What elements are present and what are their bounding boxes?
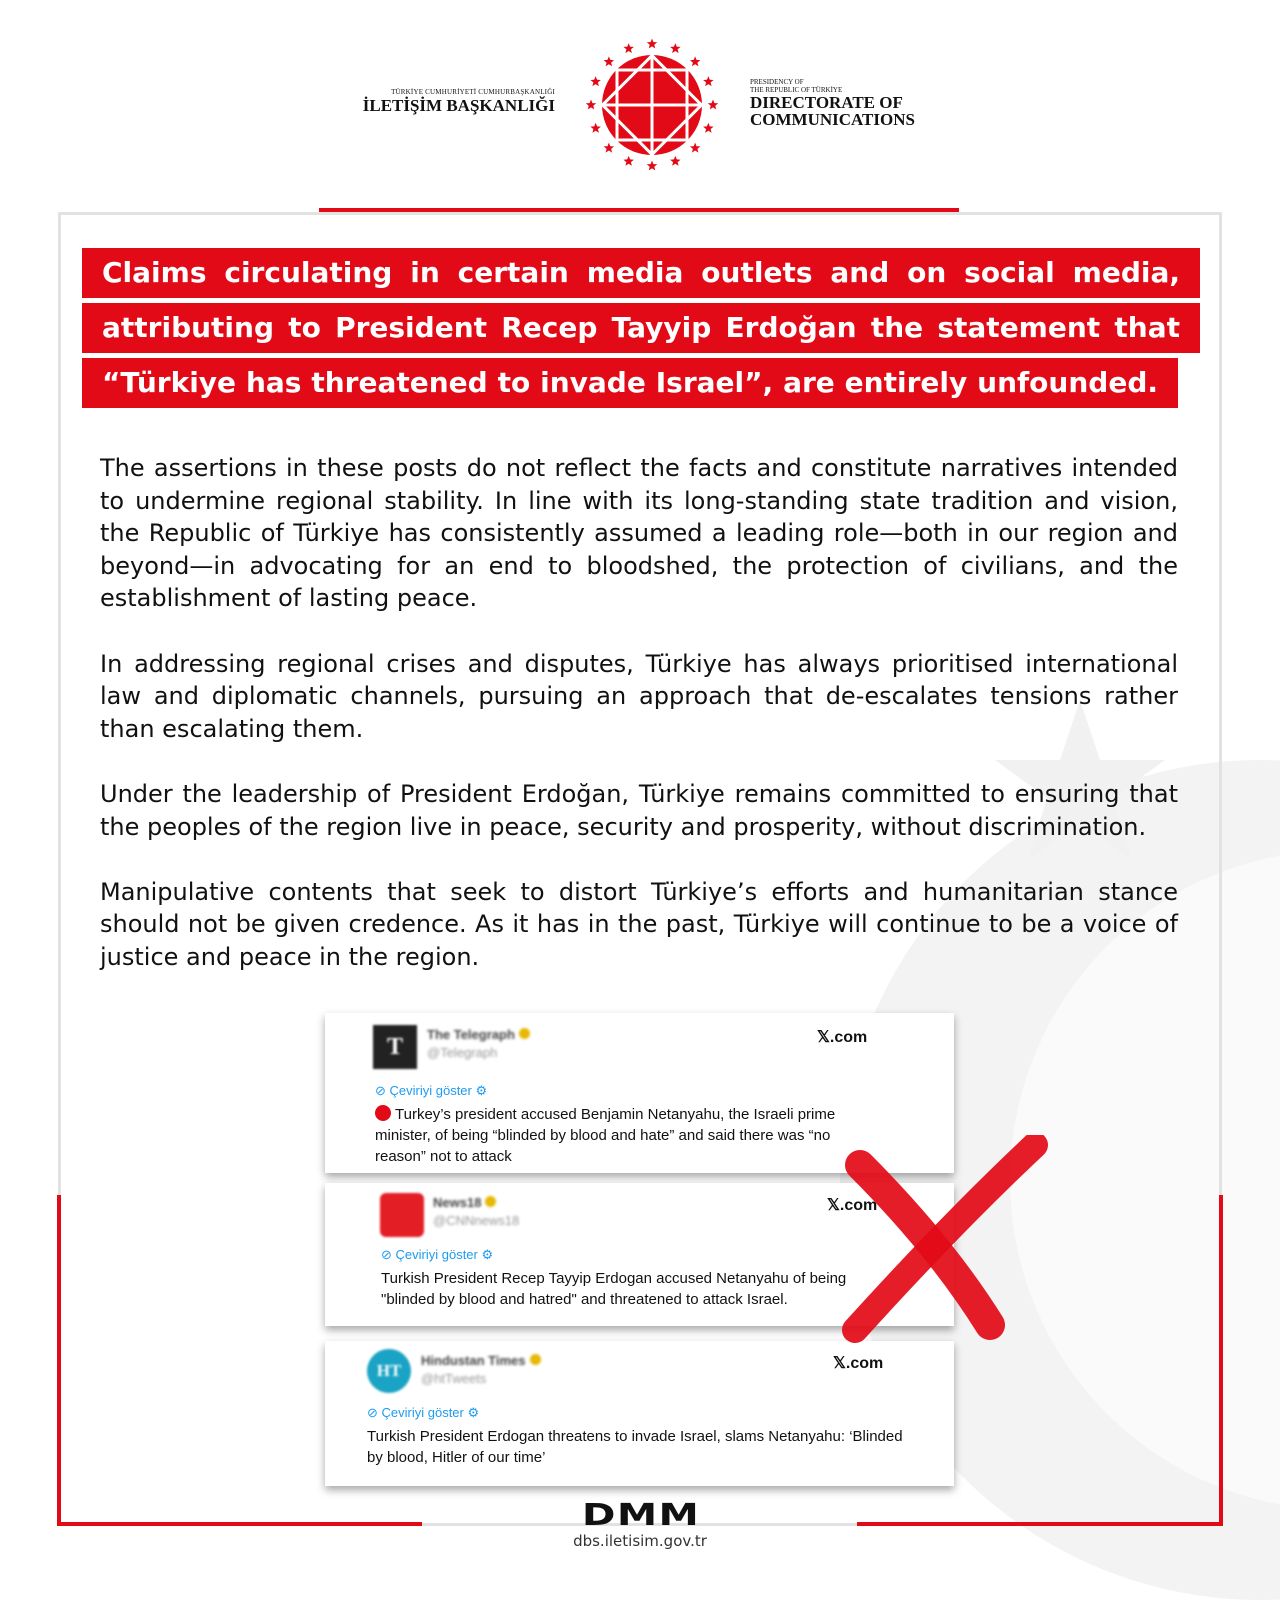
star-icon	[590, 76, 601, 86]
post-card-hindustan-times	[325, 1341, 954, 1486]
paragraph: Manipulative contents that seek to distort Türkiye’s efforts and humanitarian stance should not be given credence. As it has in the past, Türkiye will continue to be a voice of justice and peace in the region.	[100, 877, 1178, 971]
top-accent-line	[319, 208, 959, 212]
star-icon	[647, 161, 657, 171]
headline-line: Claims circulating in certain media outlets and on social media,	[82, 248, 1200, 298]
wordmark-subtitle: TÜRKİYE CUMHURİYETİ CUMHURBAŞKANLIĞI	[391, 88, 555, 96]
post-text: Turkish President Recep Tayyip Erdogan accused Netanyahu of being "blinded by blood and hatred" and threatened to attack Israel.	[381, 1270, 847, 1308]
directorate-wordmark	[750, 78, 915, 128]
left-accent-line	[57, 1195, 61, 1526]
avatar	[380, 1193, 424, 1237]
star-icon	[604, 143, 615, 153]
star-icon	[586, 100, 596, 110]
post-author: Hindustan Times	[421, 1353, 541, 1368]
wordmark-line: THE REPUBLIC OF TÜRKİYE	[750, 86, 843, 94]
dmm-logo: DMM	[581, 1498, 701, 1533]
star-icon	[590, 123, 601, 133]
post-author: News18	[433, 1195, 496, 1210]
star-icon	[670, 43, 681, 53]
star-icon	[708, 100, 718, 110]
bottom-right-accent-line	[857, 1522, 1223, 1526]
source-label: 𝕏.com	[833, 1355, 884, 1372]
post-text: Turkey’s president accused Benjamin Netanyahu, the Israeli prime minister, of being “blinded by blood and hate” and said there was “no reason” not to attack	[375, 1106, 836, 1165]
post-handle: @CNNnews18	[433, 1213, 520, 1228]
headline-line: attributing to President Recep Tayyip Erdoğan the statement that	[82, 303, 1200, 353]
wordmark-title: DIRECTORATE OF	[750, 93, 903, 112]
star-icon	[690, 56, 701, 66]
post-handle: @htTweets	[421, 1371, 487, 1386]
avatar: HT	[367, 1349, 411, 1393]
star-icon	[703, 76, 714, 86]
paragraph: In addressing regional crises and disputes, Türkiye has always prioritised international law and diplomatic channels, pursuing an approach that de-escalates tensions rather than escalating them.	[100, 649, 1178, 743]
iletisim-baskanligi-wordmark	[330, 88, 555, 116]
translate-link[interactable]: ⊘ Çeviriyi göster ⚙	[367, 1405, 480, 1420]
statement-body	[100, 452, 1178, 1006]
wordmark-title: COMMUNICATIONS	[750, 110, 915, 129]
headline-line: “Türkiye has threatened to invade Israel”, are entirely unfounded.	[82, 358, 1178, 408]
star-icon	[604, 56, 615, 66]
translate-link[interactable]: ⊘ Çeviriyi göster ⚙	[375, 1083, 488, 1098]
star-icon	[670, 156, 681, 166]
translate-link[interactable]: ⊘ Çeviriyi göster ⚙	[381, 1247, 494, 1262]
star-icon	[647, 39, 657, 49]
avatar: T	[373, 1025, 417, 1069]
star-icon	[690, 143, 701, 153]
source-label: 𝕏.com	[827, 1197, 878, 1214]
red-cross-mark-icon	[840, 1135, 1050, 1345]
star-icon	[703, 123, 714, 133]
wordmark-title: İLETİŞİM BAŞKANLIĞI	[362, 96, 555, 115]
verified-badge-icon	[530, 1354, 541, 1365]
post-text: Turkish President Erdogan threatens to invade Israel, slams Netanyahu: ‘Blinded by blood, Hitler of our time’	[367, 1428, 903, 1466]
verified-badge-icon	[519, 1028, 530, 1039]
wordmark-line: PRESIDENCY OF	[750, 78, 804, 86]
star-icon	[623, 43, 634, 53]
red-circle-icon	[375, 1105, 391, 1121]
emblem-logo	[585, 38, 719, 172]
star-icon	[623, 156, 634, 166]
post-handle: @Telegraph	[427, 1045, 498, 1060]
source-label: 𝕏.com	[817, 1029, 868, 1046]
post-author: The Telegraph	[427, 1027, 530, 1042]
paragraph: Under the leadership of President Erdoğan, Türkiye remains committed to ensuring that the peoples of the region live in peace, security and prosperity, without discrimination.	[100, 779, 1178, 841]
footer-url: dbs.iletisim.gov.tr	[573, 1532, 707, 1550]
verified-badge-icon	[485, 1196, 496, 1207]
right-accent-line	[1219, 1195, 1223, 1526]
bottom-left-accent-line	[57, 1522, 422, 1526]
paragraph: The assertions in these posts do not reflect the facts and constitute narratives intended to undermine regional stability. In line with its long-standing state tradition and vision, the Republic of Türkiye has consistently assumed a leading role—both in our region and beyond—in advocating for an end to bloodshed, the protection of civilians, and the establishment of lasting peace.	[100, 454, 1178, 613]
